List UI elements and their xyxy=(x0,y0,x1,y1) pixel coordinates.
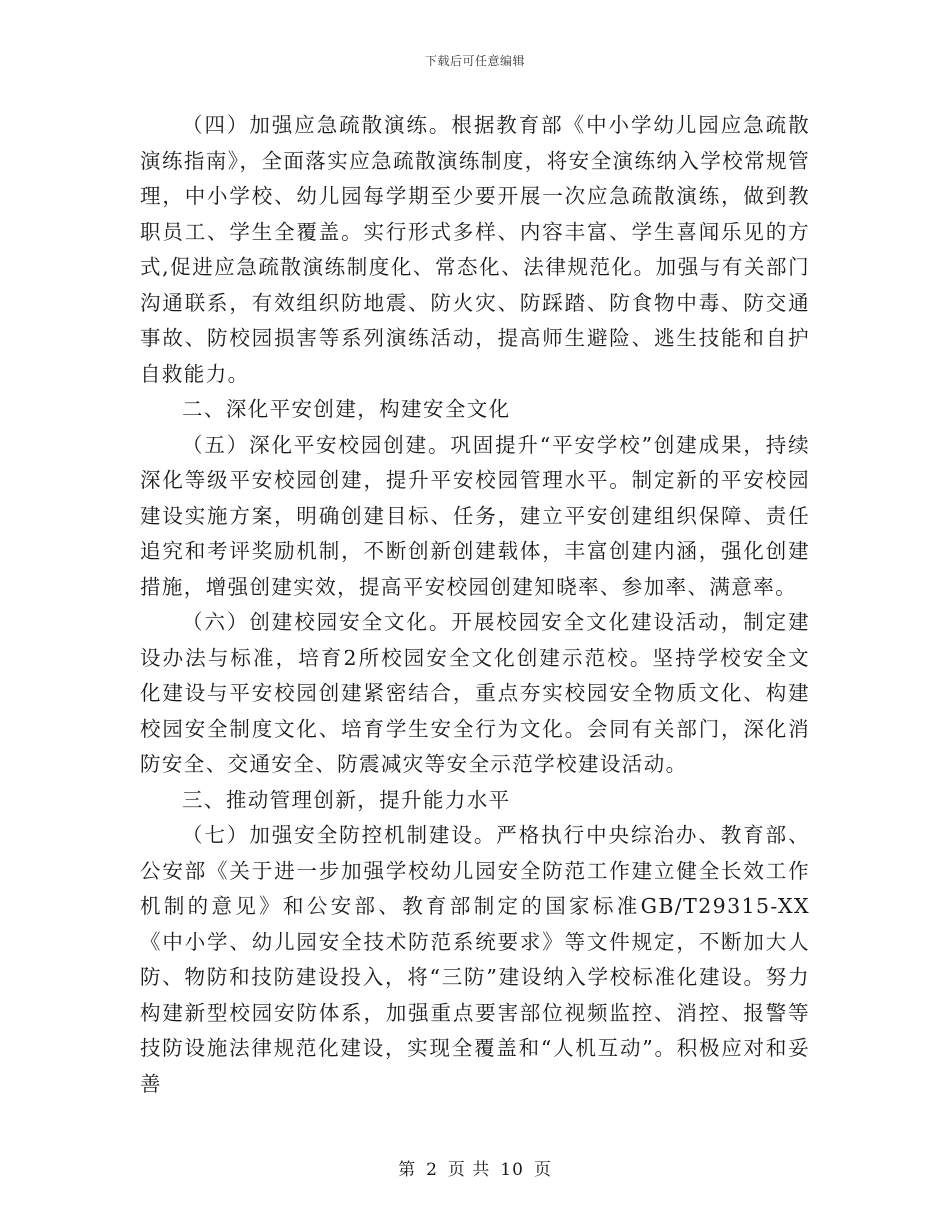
paragraph-section-5: （五）深化平安校园创建。巩固提升“平安学校”创建成果，持续深化等级平安校园创建，提升平安校园管理水平。制定新的平安校园建设实施方案，明确创建目标、任务，建立平安创建组织保障、责任追究和考评奖励机制，不断创新创建载体，丰富创建内涵，强化创建措施，增强创建实效，提高平安校园创建知晓率、参加率、满意率。 xyxy=(140,432,810,599)
document-body xyxy=(140,108,810,1102)
footer-middle: 页 共 xyxy=(447,1160,491,1180)
paragraph-section-4: （四）加强应急疏散演练。根据教育部《中小学幼儿园应急疏散演练指南》，全面落实应急疏散演练制度，将安全演练纳入学校常规管理，中小学校、幼儿园每学期至少要开展一次应急疏散演练，做到教职员工、学生全覆盖。实行形式多样、内容丰富、学生喜闻乐见的方式,促进应急疏散演练制度化、常态化、法律规范化。加强与有关部门沟通联系，有效组织防地震、防火灾、防踩踏、防食物中毒、防交通事故、防校园损害等系列演练活动，提高师生避险、逃生技能和自护自救能力。 xyxy=(140,113,810,386)
paragraph-section-6: （六）创建校园安全文化。开展校园安全文化建设活动，制定建设办法与标准，培育2所校园安全文化创建示范校。坚持学校安全文化建设与平安校园创建紧密结合，重点夯实校园安全物质文化、构建校园安全制度文化、培育学生安全行为文化。会同有关部门，深化消防安全、交通安全、防震减灾等安全示范学校建设活动。 xyxy=(140,610,810,776)
heading-section-2: 二、深化平安创建，构建安全文化 xyxy=(182,397,511,421)
footer-page-number: 2 xyxy=(426,1160,438,1180)
footer-prefix: 第 xyxy=(398,1160,417,1180)
paragraph-section-7: （七）加强安全防控机制建设。严格执行中央综治办、教育部、公安部《关于进一步加强学校幼儿园安全防范工作建立健全长效工作机制的意见》和公安部、教育部制定的国家标准GB/T29315-XX《中小学、幼儿园安全技术防范系统要求》等文件规定，不断加大人防、物防和技防建设投入，将“三防”建设纳入学校标准化建设。努力构建新型校园安防体系，加强重点要害部位视频监控、消控、报警等技防设施法律规范化建设，实现全覆盖和“人机互动”。积极应对和妥善 xyxy=(140,823,810,1096)
footer-suffix: 页 xyxy=(533,1160,552,1180)
page-footer xyxy=(0,1155,950,1180)
page-header: 下载后可任意编辑 xyxy=(424,54,525,68)
footer-total-pages: 10 xyxy=(500,1160,524,1180)
heading-section-3: 三、推动管理创新，提升能力水平 xyxy=(182,787,511,812)
